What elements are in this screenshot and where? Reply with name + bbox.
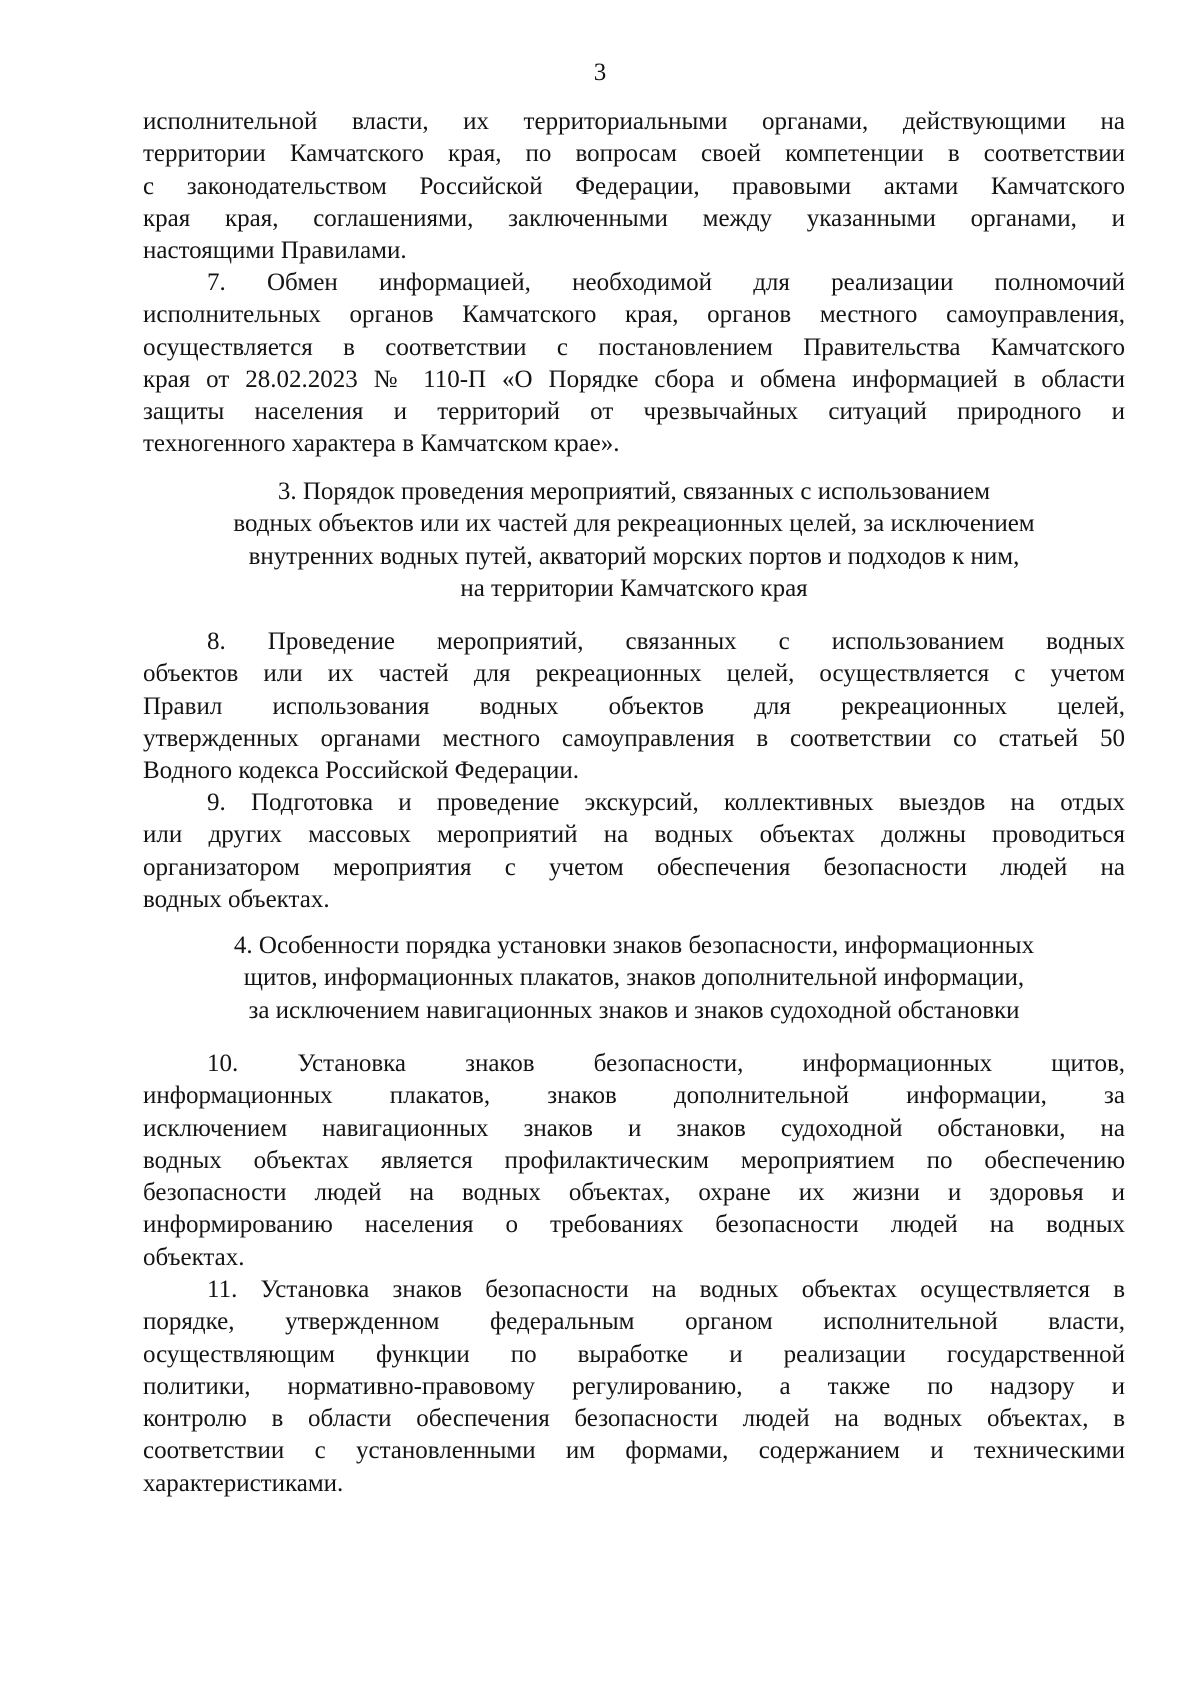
paragraph-line: объектов или их частей для рекреационных целей, осуществляется с учетом <box>143 660 1125 688</box>
paragraph-line: 10. Установка знаков безопасности, информационных щитов, <box>207 1050 1125 1077</box>
paragraph-line: 8. Проведение мероприятий, связанных с использованием водных <box>207 628 1125 655</box>
paragraph-line: объектах. <box>143 1243 245 1271</box>
heading-line: внутренних водных путей, акваторий морских портов и подходов к ним, <box>248 542 1020 570</box>
paragraph-line: порядке, утвержденном федеральным органом исполнительной власти, <box>143 1308 1125 1336</box>
paragraph-line: водных объектах является профилактическим мероприятием по обеспечению <box>143 1146 1125 1174</box>
paragraph-line: 9. Подготовка и проведение экскурсий, коллективных выездов на отдых <box>207 789 1125 816</box>
paragraph-line: края края, соглашениями, заключенными между указанными органами, и <box>143 204 1125 232</box>
paragraph-line: 11. Установка знаков безопасности на водных объектах осуществляется в <box>207 1276 1125 1303</box>
paragraph-line: или других массовых мероприятий на водных объектах должны проводиться <box>143 821 1125 849</box>
paragraph-line: исключением навигационных знаков и знаков судоходной обстановки, на <box>143 1114 1125 1142</box>
paragraph-line: 7. Обмен информацией, необходимой для реализации полномочий <box>207 269 1125 296</box>
paragraph-line: защиты населения и территорий от чрезвычайных ситуаций природного и <box>143 398 1125 426</box>
paragraph-line: информированию населения о требованиях безопасности людей на водных <box>143 1211 1125 1239</box>
paragraph-line: характеристиками. <box>143 1469 344 1497</box>
heading-line: щитов, информационных плакатов, знаков дополнительной информации, <box>243 964 1025 992</box>
paragraph-line: исполнительной власти, их территориальными органами, действующими на <box>143 108 1125 135</box>
page-number: 3 <box>593 59 607 86</box>
heading-line: 3. Порядок проведения мероприятий, связанных с использованием <box>277 478 991 505</box>
paragraph-line: безопасности людей на водных объектах, охране их жизни и здоровья и <box>143 1179 1125 1207</box>
paragraph-line: утвержденных органами местного самоуправления в соответствии со статьей 50 <box>143 724 1125 752</box>
paragraph-intro <box>143 106 1125 267</box>
section-heading-3 <box>143 476 1125 605</box>
heading-line: за исключением навигационных знаков и знаков судоходной обстановки <box>248 996 1020 1024</box>
paragraph-line: политики, нормативно-правовому регулированию, а также по надзору и <box>143 1372 1125 1400</box>
paragraph-8 <box>143 626 1125 787</box>
paragraph-10 <box>143 1048 1125 1274</box>
paragraph-line: водных объектах. <box>143 885 330 913</box>
section-heading-4 <box>143 930 1125 1027</box>
heading-line: на территории Камчатского края <box>460 574 808 602</box>
paragraph-line: настоящими Правилами. <box>143 237 407 265</box>
paragraph-line: Правил использования водных объектов для рекреационных целей, <box>143 692 1125 720</box>
paragraph-line: техногенного характера в Камчатском крае». <box>143 430 620 458</box>
paragraph-line: соответствии с установленными им формами, содержанием и техническими <box>143 1437 1125 1465</box>
heading-line: 4. Особенности порядка установки знаков безопасности, информационных <box>233 932 1035 959</box>
paragraph-7 <box>143 267 1125 461</box>
paragraph-line: территории Камчатского края, по вопросам своей компетенции в соответствии <box>143 140 1125 168</box>
paragraph-line: информационных плакатов, знаков дополнительной информации, за <box>143 1082 1125 1110</box>
paragraph-line: контролю в области обеспечения безопасности людей на водных объектах, в <box>143 1405 1125 1433</box>
paragraph-line: края от 28.02.2023 № 110-П «О Порядке сбора и обмена информацией в области <box>143 365 1125 393</box>
paragraph-line: Водного кодекса Российской Федерации. <box>143 757 579 785</box>
paragraph-line: с законодательством Российской Федерации, правовыми актами Камчатского <box>143 172 1125 200</box>
paragraph-line: организатором мероприятия с учетом обеспечения безопасности людей на <box>143 853 1125 881</box>
paragraph-9 <box>143 787 1125 916</box>
paragraph-line: осуществляющим функции по выработке и реализации государственной <box>143 1340 1125 1368</box>
paragraph-11 <box>143 1274 1125 1500</box>
paragraph-line: исполнительных органов Камчатского края, органов местного самоуправления, <box>143 301 1125 329</box>
heading-line: водных объектов или их частей для рекреационных целей, за исключением <box>233 510 1035 538</box>
paragraph-line: осуществляется в соответствии с постановлением Правительства Камчатского <box>143 333 1125 361</box>
